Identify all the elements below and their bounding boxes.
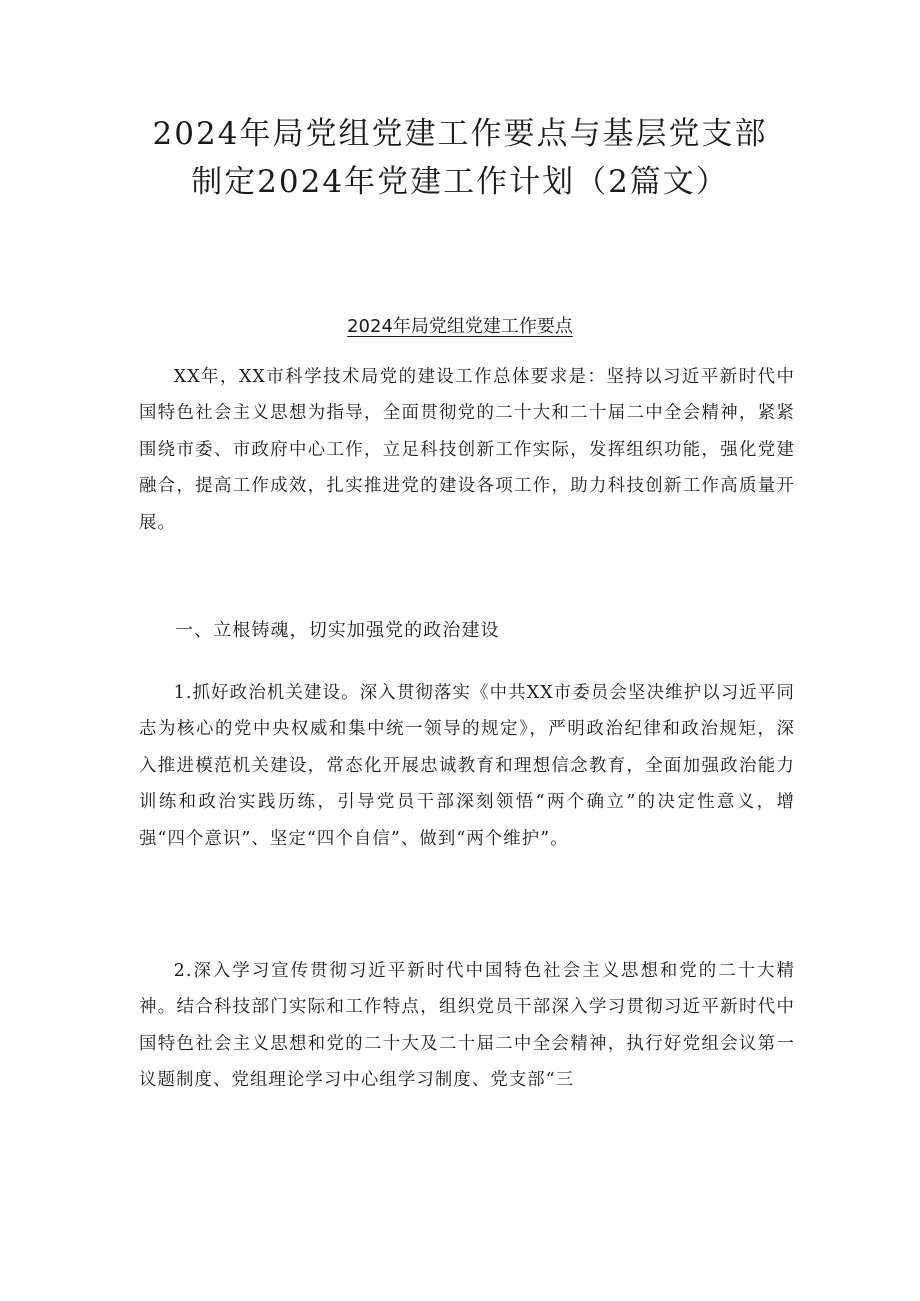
section-title-text: 2024年局党组党建工作要点 — [347, 316, 573, 337]
heading-one: 一、立根铸魂，切实加强党的政治建设 — [175, 620, 500, 641]
item-1-paragraph: 1.抓好政治机关建设。深入贯彻落实《中共XX市委员会坚决维护以习近平同志为核心的党中央权威和集中统一领导的规定》，严明政治纪律和政治规矩，深入推进模范机关建设，常态化开展忠诚教育和理想信念教育，全面加强政治能力训练和政治实践历练，引导党员干部深刻领悟“两个确立”的决定性意义，增强“四个意识”、坚定“四个自信”、做到“两个维护”。 — [139, 683, 795, 849]
document-title-line-1: 2024年局党组党建工作要点与基层党支部 — [152, 116, 768, 152]
item-2-paragraph: 2.深入学习宣传贯彻习近平新时代中国特色社会主义思想和党的二十大精神。结合科技部门实际和工作特点，组织党员干部深入学习贯彻习近平新时代中国特色社会主义思想和党的二十大及二十届二中全会精神，执行好党组会议第一议题制度、党组理论学习中心组学习制度、党支部“三 — [139, 961, 795, 1091]
section-title — [0, 314, 920, 340]
document-title-line-2: 制定2024年党建工作计划（2篇文） — [191, 164, 729, 200]
document-title — [120, 110, 800, 206]
intro-paragraph: XX年，XX市科学技术局党的建设工作总体要求是：坚持以习近平新时代中国特色社会主义思想为指导，全面贯彻党的二十大和二十届二中全会精神，紧紧围绕市委、市政府中心工作，立足科技创新工作实际，发挥组织功能，强化党建融合，提高工作成效，扎实推进党的建设各项工作，助力科技创新工作高质量开展。 — [139, 367, 795, 533]
